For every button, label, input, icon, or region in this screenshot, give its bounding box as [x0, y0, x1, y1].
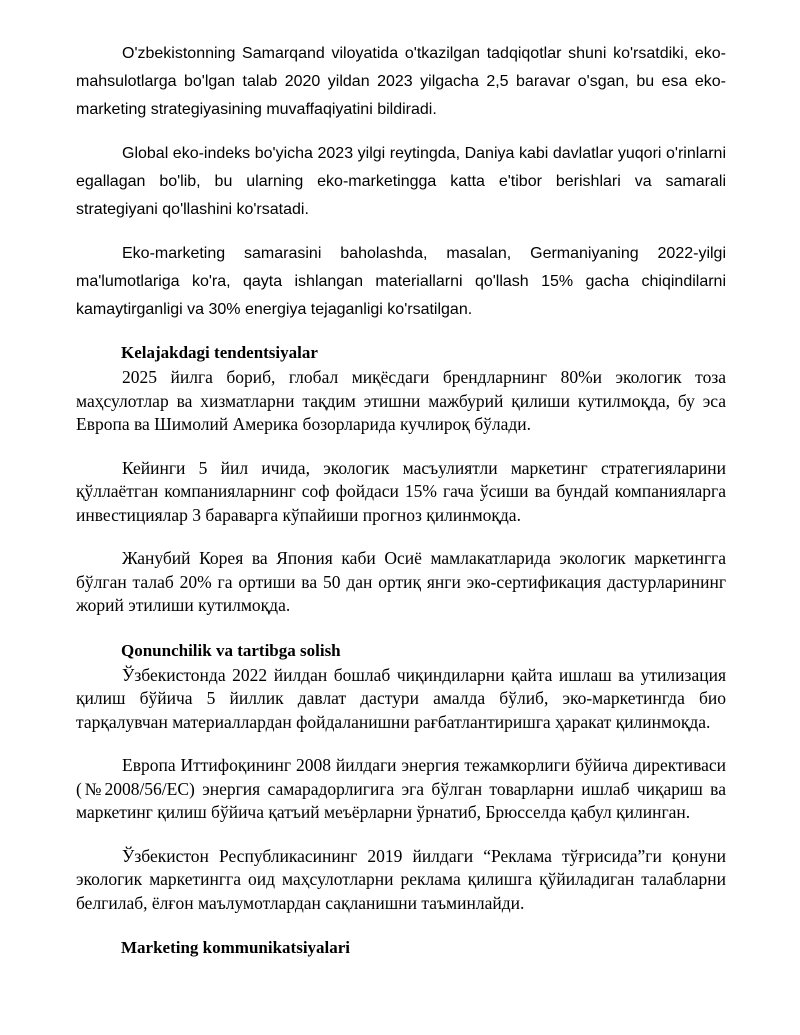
section-heading-future: Kelajakdagi tendentsiyalar	[121, 343, 318, 362]
body-paragraph: Ўзбекистонда 2022 йилдан бошлаб чиқиндиларни қайта ишлаш ва утилизация қилиш бўйича 5 йиллик давлат дастури амалда бўлиб, эко-маркетингда био тарқалувчан материаллардан фойдаланишни рағбатлантиришга ҳаракат қилинмоқда.	[76, 664, 726, 732]
document-page	[76, 40, 726, 959]
body-paragraph: O'zbekistonning Samarqand viloyatida o'tkazilgan tadqiqotlar shuni ko'rsatdiki, eko-mahsulotlarga bo'lgan talab 2020 yildan 2023 yilgacha 2,5 baravar o'sgan, bu esa eko-marketing strategiyasining muvaffaqiyatini bildiradi.	[76, 45, 726, 118]
body-paragraph: Европа Иттифоқининг 2008 йилдаги энергия тежамкорлиги бўйича директиваси (№2008/56/ЕС) энергия самарадорлигига эга бўлган товарларни ишлаб чиқариш ва маркетинг қилиш бўйича қатъий меъёрларни ўрнатиб, Брюсселда қабул қилинган.	[76, 755, 726, 822]
body-paragraph: 2025 йилга бориб, глобал миқёсдаги брендларнинг 80%и экологик тоза маҳсулотлар ва хизматларни тақдим этишни мажбурий қилиши кутилмоқда, бу эса Европа ва Шимолий Америка бозорларида кучлироқ бўлади.	[76, 367, 726, 434]
section-heading-communications: Marketing kommunikatsiyalari	[121, 938, 351, 957]
body-paragraph: Жанубий Корея ва Япония каби Осиё мамлакатларида экологик маркетингга бўлган талаб 20% га ортиши ва 50 дан ортиқ янги эко-сертификация дастурларининг жорий этилиши кутилмоқда.	[76, 548, 726, 615]
body-paragraph: Ўзбекистон Республикасининг 2019 йилдаги “Реклама тўғрисида”ги қонуни экологик маркетингга оид маҳсулотларни реклама қилишга қўйиладиган талабларни белгилаб, ёлғон маълумотлардан сақланишни таъминлайди.	[76, 845, 726, 913]
body-paragraph: Кейинги 5 йил ичида, экологик масъулиятли маркетинг стратегияларини қўллаётган компанияларнинг соф фойдаси 15% гача ўсиши ва бундай компанияларга инвестициялар 3 бараварга кўпайиши прогноз қилинмоқда.	[76, 457, 726, 525]
section-heading-law: Qonunchilik va tartibga solish	[121, 640, 341, 660]
body-paragraph: Eko-marketing samarasini baholashda, masalan, Germaniyaning 2022-yilgi ma'lumotlariga ko'ra, qayta ishlangan materiallarni qo'llash 15% gacha chiqindilarni kamaytirganligi va 30% energiya tejaganligi ko'rsatilgan.	[76, 245, 726, 318]
body-paragraph: Global eko-indeks bo'yicha 2023 yilgi reytingda, Daniya kabi davlatlar yuqori o'rinlarni egallagan bo'lib, bu ularning eko-marketingga katta e'tibor berishlari va samarali strategiyani qo'llashini ko'rsatadi.	[76, 145, 726, 218]
